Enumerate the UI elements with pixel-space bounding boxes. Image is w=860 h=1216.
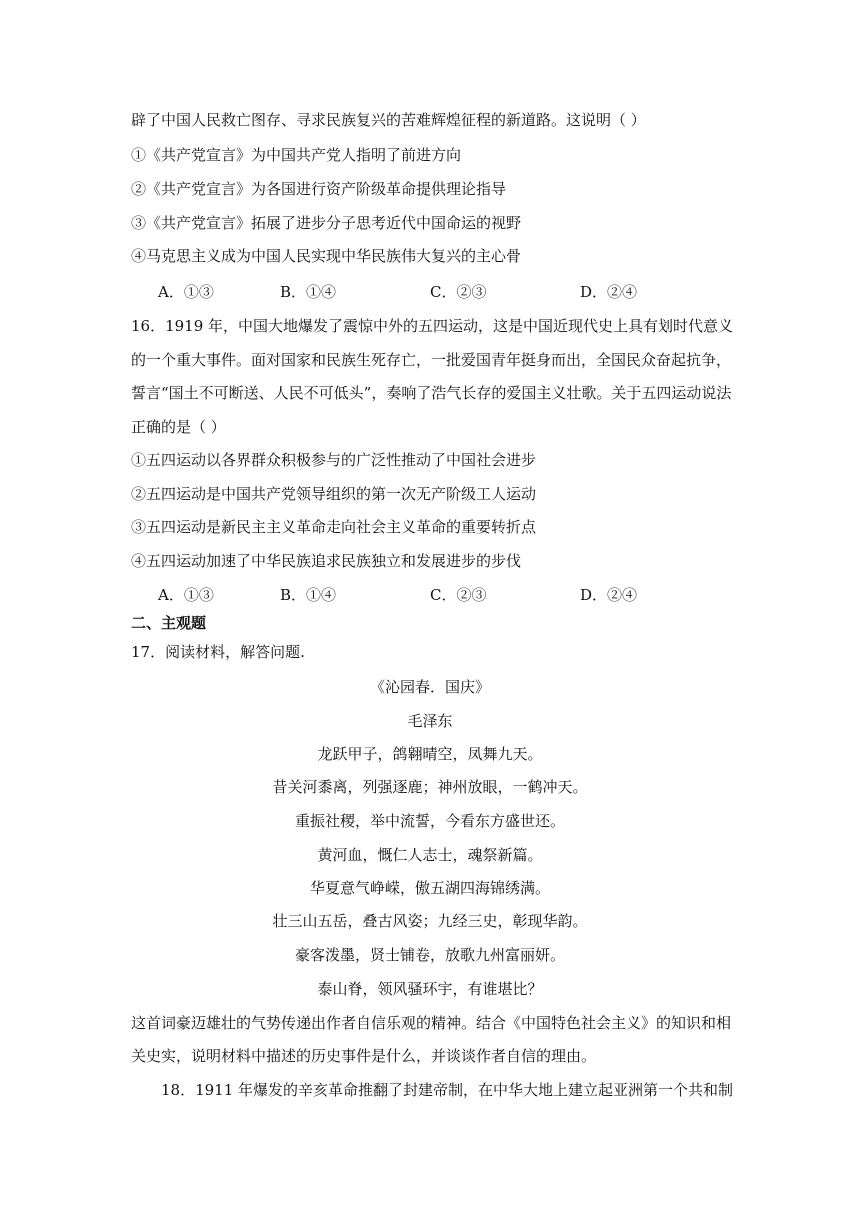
poem-line-5: 华夏意气峥嵘，傲五湖四海锦绣满。	[309, 879, 550, 897]
q16-stem-line-1: 16．1919 年，中国大地爆发了震惊中外的五四运动，这是中国近现代史上具有划时代意义	[131, 317, 734, 335]
poem-line-4: 黄河血，慨仁人志士，魂祭新篇。	[317, 846, 543, 864]
q15-statement-3: ③《共产党宣言》拓展了进步分子思考近代中国命运的视野	[131, 214, 522, 232]
q16-stem-line-4: 正确的是（ ）	[131, 418, 226, 436]
q16-statement-4: ④五四运动加速了中华民族追求民族独立和发展进步的步伐	[131, 552, 522, 570]
q16-option-b: B．①④	[280, 586, 337, 604]
q16-statement-3: ③五四运动是新民主主义革命走向社会主义革命的重要转折点	[131, 518, 537, 536]
poem-line-7: 豪客泼墨，贤士铺卷，放歌九州富丽妍。	[294, 946, 565, 964]
q16-stem-line-3: 誓言“国土不可断送、人民不可低头”，奏响了浩气长存的爱国主义壮歌。关于五四运动说法	[131, 384, 732, 402]
poem-line-1: 龙跃甲子，鸽翱晴空，凤舞九天。	[317, 745, 543, 763]
q15-stem-tail: 辟了中国人民救亡图存、寻求民族复兴的苦难辉煌征程的新道路。这说明（ ）	[131, 111, 646, 129]
q15-option-b: B．①④	[280, 283, 337, 301]
poem-line-6: 壮三山五岳，叠古风姿；九经三史，彰现华韵。	[272, 912, 588, 930]
q16-statement-1: ①五四运动以各界群众积极参与的广泛性推动了中国社会进步	[131, 451, 537, 469]
poem-title: 《沁园春．国庆》	[369, 678, 490, 696]
poem-line-8: 泰山脊，领风骚环宇，有谁堪比？	[317, 980, 543, 998]
poem-author: 毛泽东	[407, 712, 453, 730]
q17-intro: 17．阅读材料，解答问题.	[131, 643, 305, 661]
poem-line-2: 昔关河黍离，列强逐鹿；神州放眼，一鹤冲天。	[272, 778, 588, 796]
q17-question-line-2: 关史实，说明材料中描述的历史事件是什么，并谈谈作者自信的理由。	[131, 1047, 597, 1065]
q15-statement-4: ④马克思主义成为中国人民实现中华民族伟大复兴的主心骨	[131, 247, 522, 265]
q16-stem-line-2: 的一个重大事件。面对国家和民族生死存亡，一批爱国青年挺身而出，全国民众奋起抗争，	[131, 351, 732, 369]
q15-statement-2: ②《共产党宣言》为各国进行资产阶级革命提供理论指导	[131, 180, 507, 198]
q17-question-line-1: 这首词豪迈雄壮的气势传递出作者自信乐观的精神。结合《中国特色社会主义》的知识和相	[131, 1014, 732, 1032]
q15-option-c: C．②③	[430, 283, 487, 301]
q16-option-a: A．①③	[158, 586, 214, 604]
q16-option-c: C．②③	[430, 586, 487, 604]
q16-option-d: D．②④	[580, 586, 638, 604]
q18-stem-line-1: 18．1911 年爆发的辛亥革命推翻了封建帝制，在中华大地上建立起亚洲第一个共和制	[161, 1081, 734, 1099]
q15-option-d: D．②④	[580, 283, 638, 301]
q15-statement-1: ①《共产党宣言》为中国共产党人指明了前进方向	[131, 146, 462, 164]
poem-line-3: 重振社稷，举中流誓，今看东方盛世还。	[294, 812, 565, 830]
q15-option-a: A．①③	[158, 283, 214, 301]
section-heading: 二、主观题	[131, 614, 207, 632]
q16-statement-2: ②五四运动是中国共产党领导组织的第一次无产阶级工人运动	[131, 485, 537, 503]
